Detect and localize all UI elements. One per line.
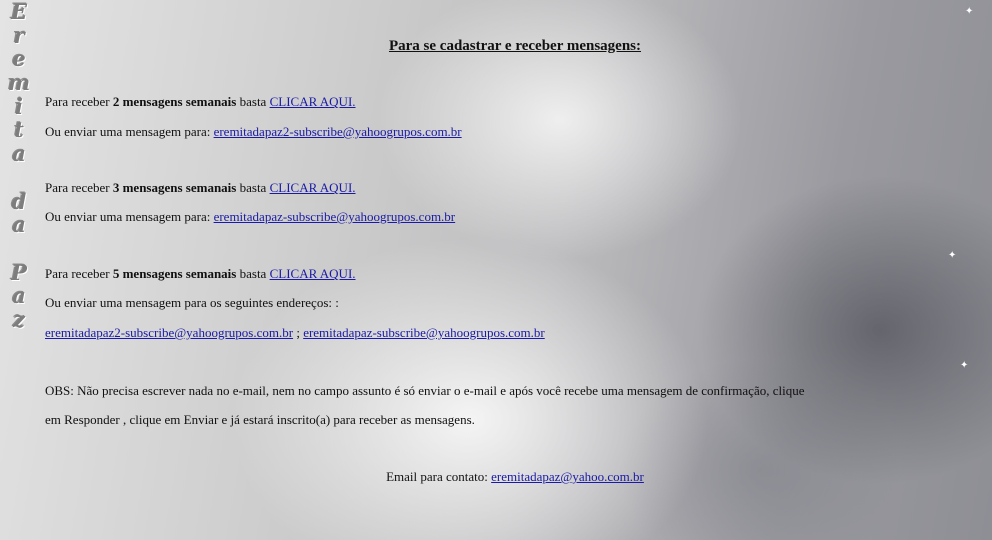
sidebar-letter: m (7, 70, 31, 96)
alt-email-line-2 (45, 124, 462, 140)
offer-line-2 (45, 94, 356, 110)
sidebar-letter: d (11, 188, 27, 214)
sparkle-icon: ✦ (948, 250, 957, 261)
subscribe-email-link-a[interactable]: eremitadapaz2-subscribe@yahoogrupos.com.br (45, 325, 294, 340)
multi-email-line (45, 325, 545, 341)
offer-line-3 (45, 180, 356, 196)
offer-middle: basta (236, 180, 270, 195)
sidebar-letter: a (12, 283, 26, 309)
alt-email-line-5 (45, 295, 339, 311)
sidebar-letter: P (11, 259, 27, 285)
subscribe-email-link-2[interactable]: eremitadapaz2-subscribe@yahoogrupos.com.br (213, 124, 462, 139)
offer-middle: basta (236, 94, 270, 109)
sidebar-letter: z (13, 306, 25, 332)
offer-prefix: Para receber (45, 180, 113, 195)
sparkle-icon: ✦ (965, 6, 974, 17)
offer-middle: basta (236, 266, 270, 281)
offer-line-5 (45, 266, 356, 282)
offer-prefix: Para receber (45, 266, 113, 281)
alt-prefix: Ou enviar uma mensagem para: (45, 209, 214, 224)
sidebar-letter: a (12, 212, 26, 238)
subscribe-link-3[interactable]: CLICAR AQUI. (269, 180, 356, 195)
offer-prefix: Para receber (45, 94, 113, 109)
sidebar-letter: i (15, 93, 23, 119)
obs-line-1: OBS: Não precisa escrever nada no e-mail, nem no campo assunto é só enviar o e-mail e após você recebe uma mensagem de confirmação, clique (45, 383, 805, 398)
subscribe-link-2[interactable]: CLICAR AQUI. (269, 94, 356, 109)
sidebar-letter: r (13, 22, 25, 48)
page-title: Para se cadastrar e receber mensagens: (388, 38, 641, 54)
sidebar-letter: a (12, 141, 26, 167)
alt-prefix: Ou enviar uma mensagem para os seguintes endereços: : (45, 295, 339, 310)
sidebar-vertical-title (0, 0, 38, 540)
sidebar-letter: E (10, 0, 27, 24)
obs-line-2: em Responder , clique em Enviar e já estará inscrito(a) para receber as mensagens. (45, 412, 475, 427)
email-separator: ; (293, 325, 304, 340)
sidebar-letter: e (12, 46, 26, 72)
offer-frequency: 2 mensagens semanais (112, 94, 237, 109)
sparkle-icon: ✦ (960, 360, 969, 371)
subscribe-email-link-3[interactable]: eremitadapaz-subscribe@yahoogrupos.com.br (213, 209, 456, 224)
subscribe-email-link-b[interactable]: eremitadapaz-subscribe@yahoogrupos.com.br (303, 325, 545, 340)
alt-prefix: Ou enviar uma mensagem para: (45, 124, 214, 139)
contact-label: Email para contato: (386, 469, 492, 484)
offer-frequency: 3 mensagens semanais (112, 180, 237, 195)
offer-frequency: 5 mensagens semanais (112, 266, 237, 281)
contact-email-link[interactable]: eremitadapaz@yahoo.com.br (491, 469, 644, 484)
contact-line (45, 469, 985, 485)
subscribe-link-5[interactable]: CLICAR AQUI. (269, 266, 356, 281)
sidebar-letter: t (14, 117, 24, 143)
alt-email-line-3 (45, 209, 455, 225)
